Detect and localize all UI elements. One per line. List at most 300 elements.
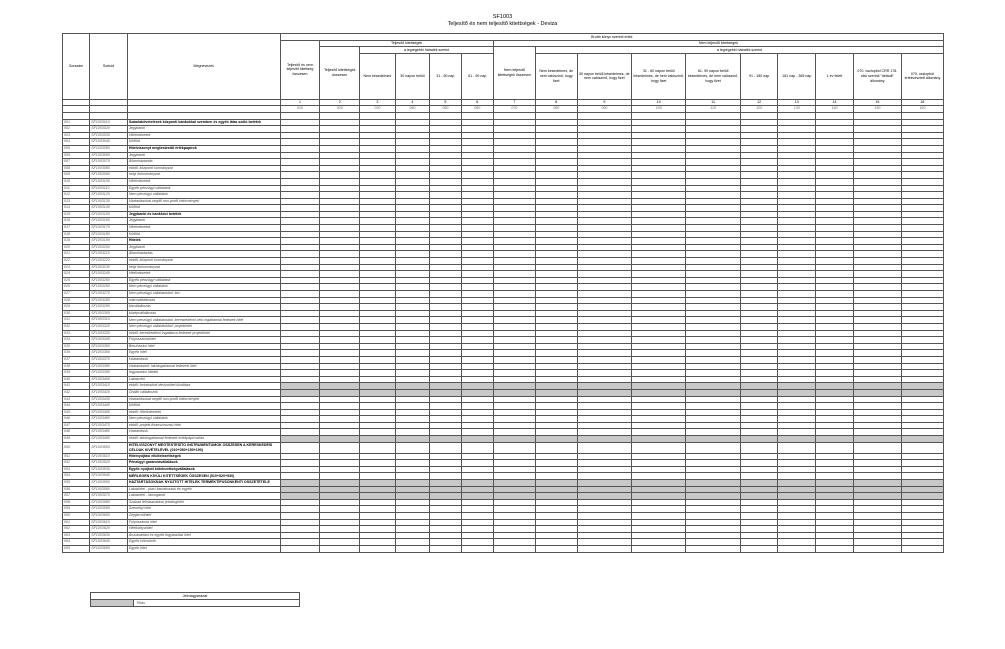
- value-cell[interactable]: [461, 205, 493, 212]
- value-cell[interactable]: [320, 343, 360, 350]
- value-cell[interactable]: [632, 185, 686, 192]
- value-cell[interactable]: [778, 356, 816, 363]
- value-cell[interactable]: [360, 416, 396, 423]
- value-cell[interactable]: [320, 291, 360, 298]
- value-cell[interactable]: [740, 460, 778, 467]
- value-cell[interactable]: [535, 218, 577, 225]
- value-cell[interactable]: [320, 506, 360, 513]
- value-cell[interactable]: [853, 422, 901, 429]
- value-cell[interactable]: [853, 126, 901, 133]
- value-cell[interactable]: [632, 198, 686, 205]
- value-cell[interactable]: [632, 139, 686, 146]
- value-cell[interactable]: [778, 192, 816, 199]
- value-cell[interactable]: [853, 453, 901, 460]
- value-cell[interactable]: [686, 211, 740, 218]
- value-cell[interactable]: [320, 486, 360, 493]
- value-cell[interactable]: [686, 473, 740, 480]
- value-cell[interactable]: [740, 291, 778, 298]
- value-cell[interactable]: [493, 231, 535, 238]
- value-cell[interactable]: [430, 185, 461, 192]
- value-cell[interactable]: [901, 532, 943, 539]
- value-cell[interactable]: [320, 297, 360, 304]
- value-cell[interactable]: [577, 330, 631, 337]
- value-cell[interactable]: [901, 132, 943, 139]
- value-cell[interactable]: [493, 416, 535, 423]
- value-cell[interactable]: [493, 291, 535, 298]
- value-cell[interactable]: [778, 271, 816, 278]
- value-cell[interactable]: [686, 436, 740, 443]
- value-cell[interactable]: [493, 442, 535, 453]
- value-cell[interactable]: [535, 159, 577, 166]
- value-cell[interactable]: [901, 126, 943, 133]
- value-cell[interactable]: [577, 152, 631, 159]
- value-cell[interactable]: [901, 258, 943, 265]
- value-cell[interactable]: [577, 145, 631, 152]
- value-cell[interactable]: [461, 473, 493, 480]
- value-cell[interactable]: [740, 403, 778, 410]
- value-cell[interactable]: [493, 532, 535, 539]
- value-cell[interactable]: [461, 317, 493, 324]
- value-cell[interactable]: [577, 409, 631, 416]
- value-cell[interactable]: [853, 297, 901, 304]
- value-cell[interactable]: [577, 178, 631, 185]
- value-cell[interactable]: [901, 442, 943, 453]
- value-cell[interactable]: [901, 389, 943, 396]
- value-cell[interactable]: [461, 139, 493, 146]
- value-cell[interactable]: [778, 139, 816, 146]
- value-cell[interactable]: [280, 172, 320, 179]
- value-cell[interactable]: [493, 343, 535, 350]
- value-cell[interactable]: [320, 192, 360, 199]
- value-cell[interactable]: [686, 453, 740, 460]
- value-cell[interactable]: [853, 244, 901, 251]
- value-cell[interactable]: [360, 145, 396, 152]
- value-cell[interactable]: [577, 370, 631, 377]
- value-cell[interactable]: [280, 291, 320, 298]
- value-cell[interactable]: [493, 422, 535, 429]
- value-cell[interactable]: [577, 304, 631, 311]
- value-cell[interactable]: [686, 218, 740, 225]
- value-cell[interactable]: [853, 284, 901, 291]
- value-cell[interactable]: [816, 493, 854, 500]
- value-cell[interactable]: [577, 218, 631, 225]
- value-cell[interactable]: [535, 356, 577, 363]
- value-cell[interactable]: [535, 532, 577, 539]
- value-cell[interactable]: [395, 545, 430, 552]
- value-cell[interactable]: [280, 126, 320, 133]
- value-cell[interactable]: [686, 317, 740, 324]
- value-cell[interactable]: [493, 277, 535, 284]
- value-cell[interactable]: [778, 389, 816, 396]
- value-cell[interactable]: [320, 442, 360, 453]
- value-cell[interactable]: [778, 330, 816, 337]
- value-cell[interactable]: [320, 258, 360, 265]
- value-cell[interactable]: [430, 159, 461, 166]
- value-cell[interactable]: [853, 409, 901, 416]
- value-cell[interactable]: [461, 370, 493, 377]
- value-cell[interactable]: [853, 192, 901, 199]
- value-cell[interactable]: [632, 436, 686, 443]
- value-cell[interactable]: [632, 126, 686, 133]
- value-cell[interactable]: [493, 271, 535, 278]
- value-cell[interactable]: [686, 389, 740, 396]
- value-cell[interactable]: [535, 409, 577, 416]
- value-cell[interactable]: [535, 238, 577, 245]
- value-cell[interactable]: [778, 251, 816, 258]
- value-cell[interactable]: [320, 330, 360, 337]
- value-cell[interactable]: [816, 271, 854, 278]
- value-cell[interactable]: [740, 343, 778, 350]
- value-cell[interactable]: [430, 277, 461, 284]
- value-cell[interactable]: [461, 539, 493, 546]
- value-cell[interactable]: [461, 436, 493, 443]
- value-cell[interactable]: [320, 519, 360, 526]
- value-cell[interactable]: [360, 132, 396, 139]
- value-cell[interactable]: [280, 466, 320, 473]
- value-cell[interactable]: [632, 132, 686, 139]
- value-cell[interactable]: [360, 545, 396, 552]
- value-cell[interactable]: [535, 416, 577, 423]
- value-cell[interactable]: [853, 436, 901, 443]
- value-cell[interactable]: [778, 277, 816, 284]
- value-cell[interactable]: [395, 383, 430, 390]
- value-cell[interactable]: [493, 539, 535, 546]
- value-cell[interactable]: [280, 304, 320, 311]
- value-cell[interactable]: [395, 238, 430, 245]
- value-cell[interactable]: [778, 198, 816, 205]
- value-cell[interactable]: [740, 389, 778, 396]
- value-cell[interactable]: [740, 350, 778, 357]
- value-cell[interactable]: [461, 545, 493, 552]
- value-cell[interactable]: [686, 422, 740, 429]
- value-cell[interactable]: [493, 383, 535, 390]
- value-cell[interactable]: [853, 389, 901, 396]
- value-cell[interactable]: [493, 139, 535, 146]
- value-cell[interactable]: [778, 460, 816, 467]
- value-cell[interactable]: [395, 244, 430, 251]
- value-cell[interactable]: [280, 244, 320, 251]
- value-cell[interactable]: [901, 145, 943, 152]
- value-cell[interactable]: [853, 132, 901, 139]
- value-cell[interactable]: [853, 486, 901, 493]
- value-cell[interactable]: [686, 370, 740, 377]
- value-cell[interactable]: [360, 473, 396, 480]
- value-cell[interactable]: [535, 499, 577, 506]
- value-cell[interactable]: [740, 545, 778, 552]
- value-cell[interactable]: [320, 145, 360, 152]
- value-cell[interactable]: [577, 317, 631, 324]
- value-cell[interactable]: [280, 251, 320, 258]
- value-cell[interactable]: [740, 185, 778, 192]
- value-cell[interactable]: [632, 466, 686, 473]
- value-cell[interactable]: [461, 519, 493, 526]
- value-cell[interactable]: [740, 238, 778, 245]
- value-cell[interactable]: [430, 165, 461, 172]
- value-cell[interactable]: [686, 284, 740, 291]
- value-cell[interactable]: [360, 429, 396, 436]
- value-cell[interactable]: [740, 211, 778, 218]
- value-cell[interactable]: [740, 396, 778, 403]
- value-cell[interactable]: [535, 383, 577, 390]
- value-cell[interactable]: [686, 403, 740, 410]
- value-cell[interactable]: [686, 486, 740, 493]
- value-cell[interactable]: [395, 178, 430, 185]
- value-cell[interactable]: [320, 493, 360, 500]
- value-cell[interactable]: [632, 526, 686, 533]
- value-cell[interactable]: [778, 264, 816, 271]
- value-cell[interactable]: [461, 251, 493, 258]
- value-cell[interactable]: [778, 416, 816, 423]
- value-cell[interactable]: [320, 545, 360, 552]
- value-cell[interactable]: [280, 480, 320, 487]
- value-cell[interactable]: [395, 337, 430, 344]
- value-cell[interactable]: [320, 119, 360, 126]
- value-cell[interactable]: [360, 231, 396, 238]
- value-cell[interactable]: [740, 453, 778, 460]
- value-cell[interactable]: [816, 145, 854, 152]
- value-cell[interactable]: [280, 389, 320, 396]
- value-cell[interactable]: [853, 330, 901, 337]
- value-cell[interactable]: [577, 493, 631, 500]
- value-cell[interactable]: [901, 356, 943, 363]
- value-cell[interactable]: [395, 343, 430, 350]
- value-cell[interactable]: [632, 145, 686, 152]
- value-cell[interactable]: [320, 198, 360, 205]
- value-cell[interactable]: [280, 238, 320, 245]
- value-cell[interactable]: [320, 264, 360, 271]
- value-cell[interactable]: [461, 383, 493, 390]
- value-cell[interactable]: [430, 403, 461, 410]
- value-cell[interactable]: [686, 145, 740, 152]
- value-cell[interactable]: [493, 460, 535, 467]
- value-cell[interactable]: [853, 198, 901, 205]
- value-cell[interactable]: [901, 165, 943, 172]
- value-cell[interactable]: [430, 126, 461, 133]
- value-cell[interactable]: [740, 513, 778, 520]
- value-cell[interactable]: [493, 473, 535, 480]
- value-cell[interactable]: [816, 126, 854, 133]
- value-cell[interactable]: [535, 429, 577, 436]
- value-cell[interactable]: [320, 185, 360, 192]
- value-cell[interactable]: [493, 264, 535, 271]
- value-cell[interactable]: [901, 416, 943, 423]
- value-cell[interactable]: [280, 383, 320, 390]
- value-cell[interactable]: [535, 211, 577, 218]
- value-cell[interactable]: [493, 493, 535, 500]
- value-cell[interactable]: [360, 258, 396, 265]
- value-cell[interactable]: [360, 211, 396, 218]
- value-cell[interactable]: [901, 539, 943, 546]
- value-cell[interactable]: [577, 323, 631, 330]
- value-cell[interactable]: [535, 251, 577, 258]
- value-cell[interactable]: [740, 152, 778, 159]
- value-cell[interactable]: [740, 486, 778, 493]
- value-cell[interactable]: [778, 244, 816, 251]
- value-cell[interactable]: [395, 277, 430, 284]
- value-cell[interactable]: [632, 376, 686, 383]
- value-cell[interactable]: [535, 330, 577, 337]
- value-cell[interactable]: [577, 396, 631, 403]
- value-cell[interactable]: [430, 506, 461, 513]
- value-cell[interactable]: [535, 244, 577, 251]
- value-cell[interactable]: [280, 545, 320, 552]
- value-cell[interactable]: [853, 493, 901, 500]
- value-cell[interactable]: [320, 152, 360, 159]
- value-cell[interactable]: [320, 429, 360, 436]
- value-cell[interactable]: [535, 436, 577, 443]
- value-cell[interactable]: [901, 172, 943, 179]
- value-cell[interactable]: [778, 178, 816, 185]
- value-cell[interactable]: [535, 291, 577, 298]
- value-cell[interactable]: [778, 304, 816, 311]
- value-cell[interactable]: [778, 211, 816, 218]
- value-cell[interactable]: [535, 493, 577, 500]
- value-cell[interactable]: [901, 350, 943, 357]
- value-cell[interactable]: [280, 526, 320, 533]
- value-cell[interactable]: [853, 211, 901, 218]
- value-cell[interactable]: [740, 284, 778, 291]
- value-cell[interactable]: [493, 284, 535, 291]
- value-cell[interactable]: [360, 460, 396, 467]
- value-cell[interactable]: [360, 264, 396, 271]
- value-cell[interactable]: [632, 172, 686, 179]
- value-cell[interactable]: [280, 409, 320, 416]
- value-cell[interactable]: [632, 159, 686, 166]
- value-cell[interactable]: [686, 192, 740, 199]
- value-cell[interactable]: [686, 396, 740, 403]
- value-cell[interactable]: [778, 291, 816, 298]
- value-cell[interactable]: [320, 363, 360, 370]
- value-cell[interactable]: [901, 304, 943, 311]
- value-cell[interactable]: [740, 277, 778, 284]
- value-cell[interactable]: [461, 526, 493, 533]
- value-cell[interactable]: [740, 139, 778, 146]
- value-cell[interactable]: [686, 356, 740, 363]
- value-cell[interactable]: [632, 304, 686, 311]
- value-cell[interactable]: [430, 238, 461, 245]
- value-cell[interactable]: [320, 480, 360, 487]
- value-cell[interactable]: [461, 429, 493, 436]
- value-cell[interactable]: [901, 506, 943, 513]
- value-cell[interactable]: [740, 526, 778, 533]
- value-cell[interactable]: [535, 460, 577, 467]
- value-cell[interactable]: [740, 218, 778, 225]
- value-cell[interactable]: [461, 486, 493, 493]
- value-cell[interactable]: [853, 337, 901, 344]
- value-cell[interactable]: [577, 165, 631, 172]
- value-cell[interactable]: [430, 526, 461, 533]
- value-cell[interactable]: [461, 513, 493, 520]
- value-cell[interactable]: [395, 317, 430, 324]
- value-cell[interactable]: [430, 132, 461, 139]
- value-cell[interactable]: [740, 436, 778, 443]
- value-cell[interactable]: [395, 323, 430, 330]
- value-cell[interactable]: [535, 139, 577, 146]
- value-cell[interactable]: [686, 277, 740, 284]
- value-cell[interactable]: [577, 429, 631, 436]
- value-cell[interactable]: [461, 403, 493, 410]
- value-cell[interactable]: [632, 499, 686, 506]
- value-cell[interactable]: [395, 304, 430, 311]
- value-cell[interactable]: [493, 238, 535, 245]
- value-cell[interactable]: [430, 337, 461, 344]
- value-cell[interactable]: [360, 198, 396, 205]
- value-cell[interactable]: [577, 383, 631, 390]
- value-cell[interactable]: [740, 370, 778, 377]
- value-cell[interactable]: [816, 152, 854, 159]
- value-cell[interactable]: [395, 493, 430, 500]
- value-cell[interactable]: [395, 264, 430, 271]
- value-cell[interactable]: [853, 304, 901, 311]
- value-cell[interactable]: [632, 429, 686, 436]
- value-cell[interactable]: [901, 139, 943, 146]
- value-cell[interactable]: [535, 350, 577, 357]
- value-cell[interactable]: [778, 499, 816, 506]
- value-cell[interactable]: [853, 460, 901, 467]
- value-cell[interactable]: [740, 297, 778, 304]
- value-cell[interactable]: [577, 453, 631, 460]
- value-cell[interactable]: [577, 277, 631, 284]
- value-cell[interactable]: [493, 330, 535, 337]
- value-cell[interactable]: [430, 297, 461, 304]
- value-cell[interactable]: [778, 506, 816, 513]
- value-cell[interactable]: [816, 211, 854, 218]
- value-cell[interactable]: [535, 376, 577, 383]
- value-cell[interactable]: [535, 486, 577, 493]
- value-cell[interactable]: [632, 258, 686, 265]
- value-cell[interactable]: [280, 532, 320, 539]
- value-cell[interactable]: [430, 218, 461, 225]
- value-cell[interactable]: [740, 205, 778, 212]
- value-cell[interactable]: [901, 244, 943, 251]
- value-cell[interactable]: [901, 376, 943, 383]
- value-cell[interactable]: [816, 205, 854, 212]
- value-cell[interactable]: [632, 152, 686, 159]
- value-cell[interactable]: [320, 126, 360, 133]
- value-cell[interactable]: [360, 383, 396, 390]
- value-cell[interactable]: [577, 519, 631, 526]
- value-cell[interactable]: [778, 205, 816, 212]
- value-cell[interactable]: [778, 363, 816, 370]
- value-cell[interactable]: [740, 165, 778, 172]
- value-cell[interactable]: [280, 192, 320, 199]
- value-cell[interactable]: [901, 396, 943, 403]
- value-cell[interactable]: [360, 337, 396, 344]
- value-cell[interactable]: [853, 370, 901, 377]
- value-cell[interactable]: [430, 291, 461, 298]
- value-cell[interactable]: [360, 119, 396, 126]
- value-cell[interactable]: [577, 198, 631, 205]
- value-cell[interactable]: [430, 172, 461, 179]
- value-cell[interactable]: [493, 152, 535, 159]
- value-cell[interactable]: [461, 453, 493, 460]
- value-cell[interactable]: [853, 526, 901, 533]
- value-cell[interactable]: [395, 436, 430, 443]
- value-cell[interactable]: [320, 453, 360, 460]
- value-cell[interactable]: [430, 539, 461, 546]
- value-cell[interactable]: [901, 480, 943, 487]
- value-cell[interactable]: [395, 376, 430, 383]
- value-cell[interactable]: [493, 506, 535, 513]
- value-cell[interactable]: [430, 480, 461, 487]
- value-cell[interactable]: [577, 205, 631, 212]
- value-cell[interactable]: [740, 244, 778, 251]
- value-cell[interactable]: [493, 185, 535, 192]
- value-cell[interactable]: [461, 442, 493, 453]
- value-cell[interactable]: [430, 323, 461, 330]
- value-cell[interactable]: [632, 493, 686, 500]
- value-cell[interactable]: [577, 119, 631, 126]
